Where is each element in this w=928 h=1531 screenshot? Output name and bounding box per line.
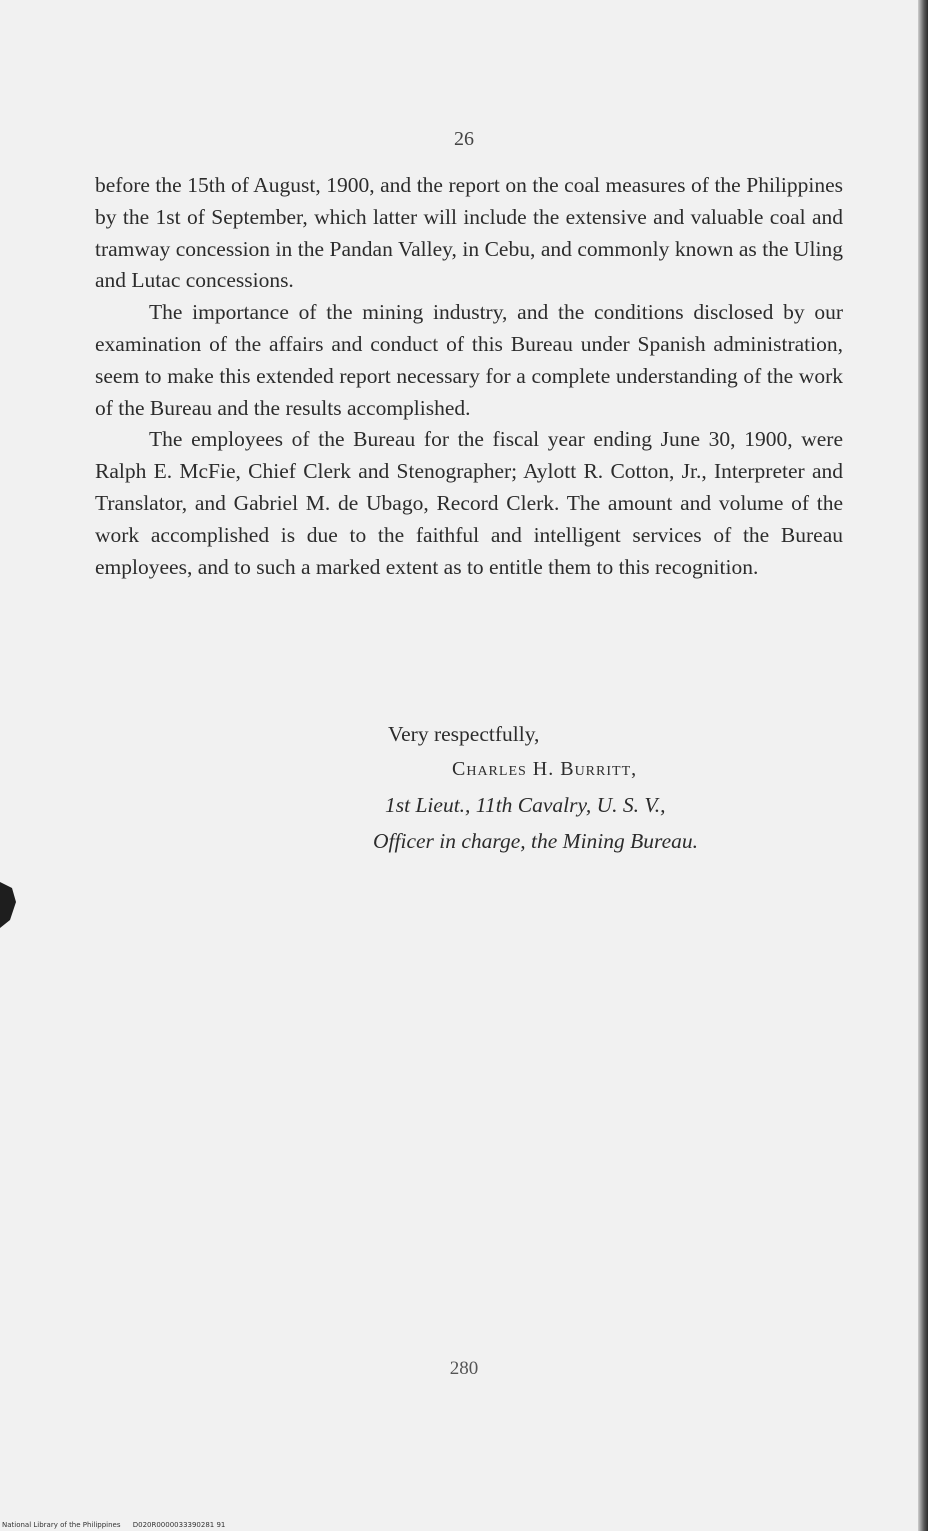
signer-rank: 1st Lieut., 11th Cavalry, U. S. V., <box>385 793 666 817</box>
closing-salutation: Very respectfully, <box>388 722 540 746</box>
paragraph-2: The importance of the mining industry, and the conditions disclosed by our examination of the affairs and conduct of this Bureau under Spanish administration, seem to make this extended report necessary for a complete understanding of the work of the Bureau and the results accomplished. <box>95 300 843 420</box>
scan-code: D020R0000033390281 91 <box>132 1521 226 1529</box>
page-number: 26 <box>454 128 474 150</box>
paragraph-3: The employees of the Bureau for the fiscal year ending June 30, 1900, were Ralph E. McFie, Chief Clerk and Stenographer; Aylott R. Cotton, Jr., Interpreter and Translator, and Gabriel M. de Ubago, Record Clerk. The amount and volume of the work accomplished is due to the faithful and intelligent services of the Bureau employees, and to such a marked extent as to entitle them to this recognition. <box>95 427 843 579</box>
paragraph-1: before the 15th of August, 1900, and the report on the coal measures of the Philippines by the 1st of September, which latter will include the extensive and valuable coal and tramway concession in the Pandan Valley, in Cebu, and commonly known as the Uling and Lutac concessions. <box>95 173 843 293</box>
page-edge-shadow <box>918 0 928 1531</box>
body-text <box>95 170 843 583</box>
folio-number: 280 <box>449 1358 479 1379</box>
binding-shadow-icon <box>0 882 18 928</box>
scan-footer <box>2 1521 235 1529</box>
signer-name: Charles H. Burritt, <box>452 758 638 780</box>
signer-office: Officer in charge, the Mining Bureau. <box>373 829 699 853</box>
library-name: National Library of the Philippines <box>2 1521 121 1529</box>
